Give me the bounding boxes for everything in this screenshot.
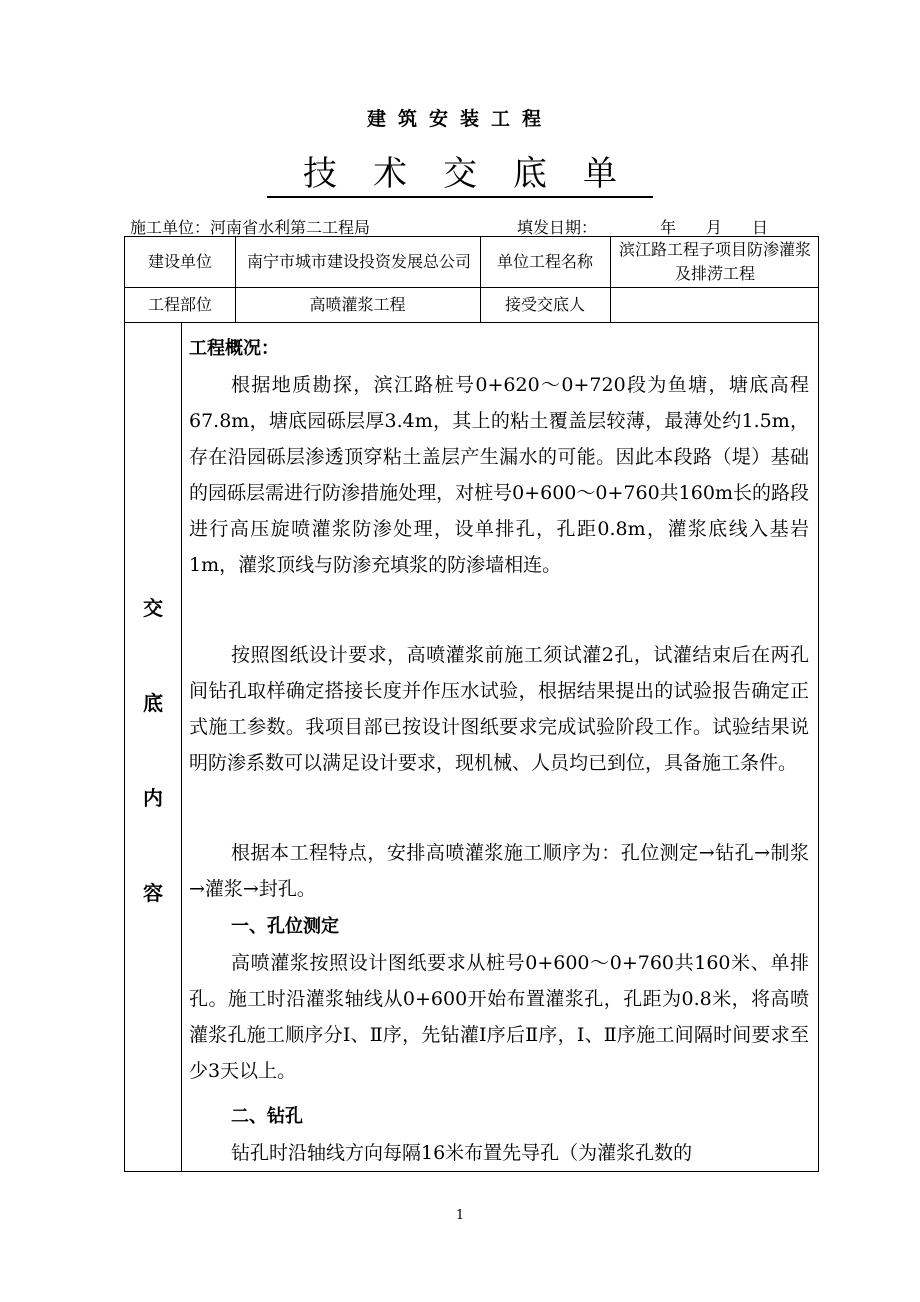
value-work-part: 高喷灌浆工程	[309, 294, 406, 314]
label-work-part: 工程部位	[147, 294, 212, 314]
side-char: 底	[143, 691, 163, 715]
doc-title	[0, 146, 920, 195]
paragraph-5: 钻孔时沿轴线方向每隔16米布置先导孔（为灌浆孔数的	[231, 1142, 693, 1164]
date-year: 年	[660, 218, 677, 237]
disclosure-form	[124, 236, 819, 1172]
value-owner: 南宁市城市建设投资发展总公司	[246, 252, 471, 271]
heading-section-1: 一、孔位测定	[231, 916, 339, 937]
side-char: 容	[143, 881, 163, 905]
date-day: 日	[752, 218, 769, 237]
value-receiver	[610, 287, 818, 322]
paragraph-1: 根据地质勘探，滨江路桩号0+620～0+720段为鱼塘，塘底高程67.8m，塘底园砾层厚3.4m，其上的粘土覆盖层较薄，最薄处约1.5m，存在沿园砾层渗透顶穿粘土盖层产生漏水的可能。因此本段路（堤）基础的园砾层需进行防渗措施处理，对桩号0+600～0+760共160m长的路段进行高压旋喷灌浆防渗处理，设单排孔，孔距0.8m，灌浆底线入基岩1m，灌浆顶线与防渗充填浆的防渗墙相连。	[189, 374, 809, 576]
side-char: 内	[143, 786, 163, 810]
doc-title-text: 技术交底单	[267, 154, 653, 198]
paragraph-2: 按照图纸设计要求，高喷灌浆前施工须试灌2孔，试灌结束后在两孔间钻孔取样确定搭接长度并作压水试验，根据结果提出的试验报告确定正式施工参数。我项目部已按设计图纸要求完成试验阶段工作。试验结果说明防渗系数可以满足设计要求，现机械、人员均已到位，具备施工条件。	[189, 644, 809, 774]
date-label: 填发日期：	[517, 218, 598, 237]
construction-unit: 施工单位：河南省水利第二工程局	[130, 218, 371, 237]
label-owner: 建设单位	[147, 252, 212, 271]
label-receiver: 接受交底人	[504, 294, 585, 314]
doc-subtitle: 建筑安装工程	[366, 108, 553, 130]
date-month: 月	[706, 218, 723, 237]
row-divider	[125, 322, 818, 323]
page-number: 1	[455, 1208, 465, 1223]
heading-section-2: 二、钻孔	[231, 1106, 303, 1127]
heading-overview: 工程概况：	[189, 338, 279, 359]
value-project-name: 滨江路工程子项目防渗灌浆及排涝工程	[618, 240, 811, 283]
col-divider	[181, 322, 182, 1171]
side-char: 交	[143, 596, 163, 620]
paragraph-4: 高喷灌浆按照设计图纸要求从桩号0+600～0+760共160米、单排孔。施工时沿灌浆轴线从0+600开始布置灌浆孔，孔距为0.8米，将高喷灌浆孔施工顺序分Ⅰ、Ⅱ序，先钻灌Ⅰ序后Ⅱ序，Ⅰ、Ⅱ序施工间隔时间要求至少3天以上。	[189, 952, 809, 1082]
paragraph-3: 根据本工程特点，安排高喷灌浆施工顺序为：孔位测定→钻孔→制浆→灌浆→封孔。	[189, 842, 809, 900]
label-project-name: 单位工程名称	[496, 252, 593, 271]
